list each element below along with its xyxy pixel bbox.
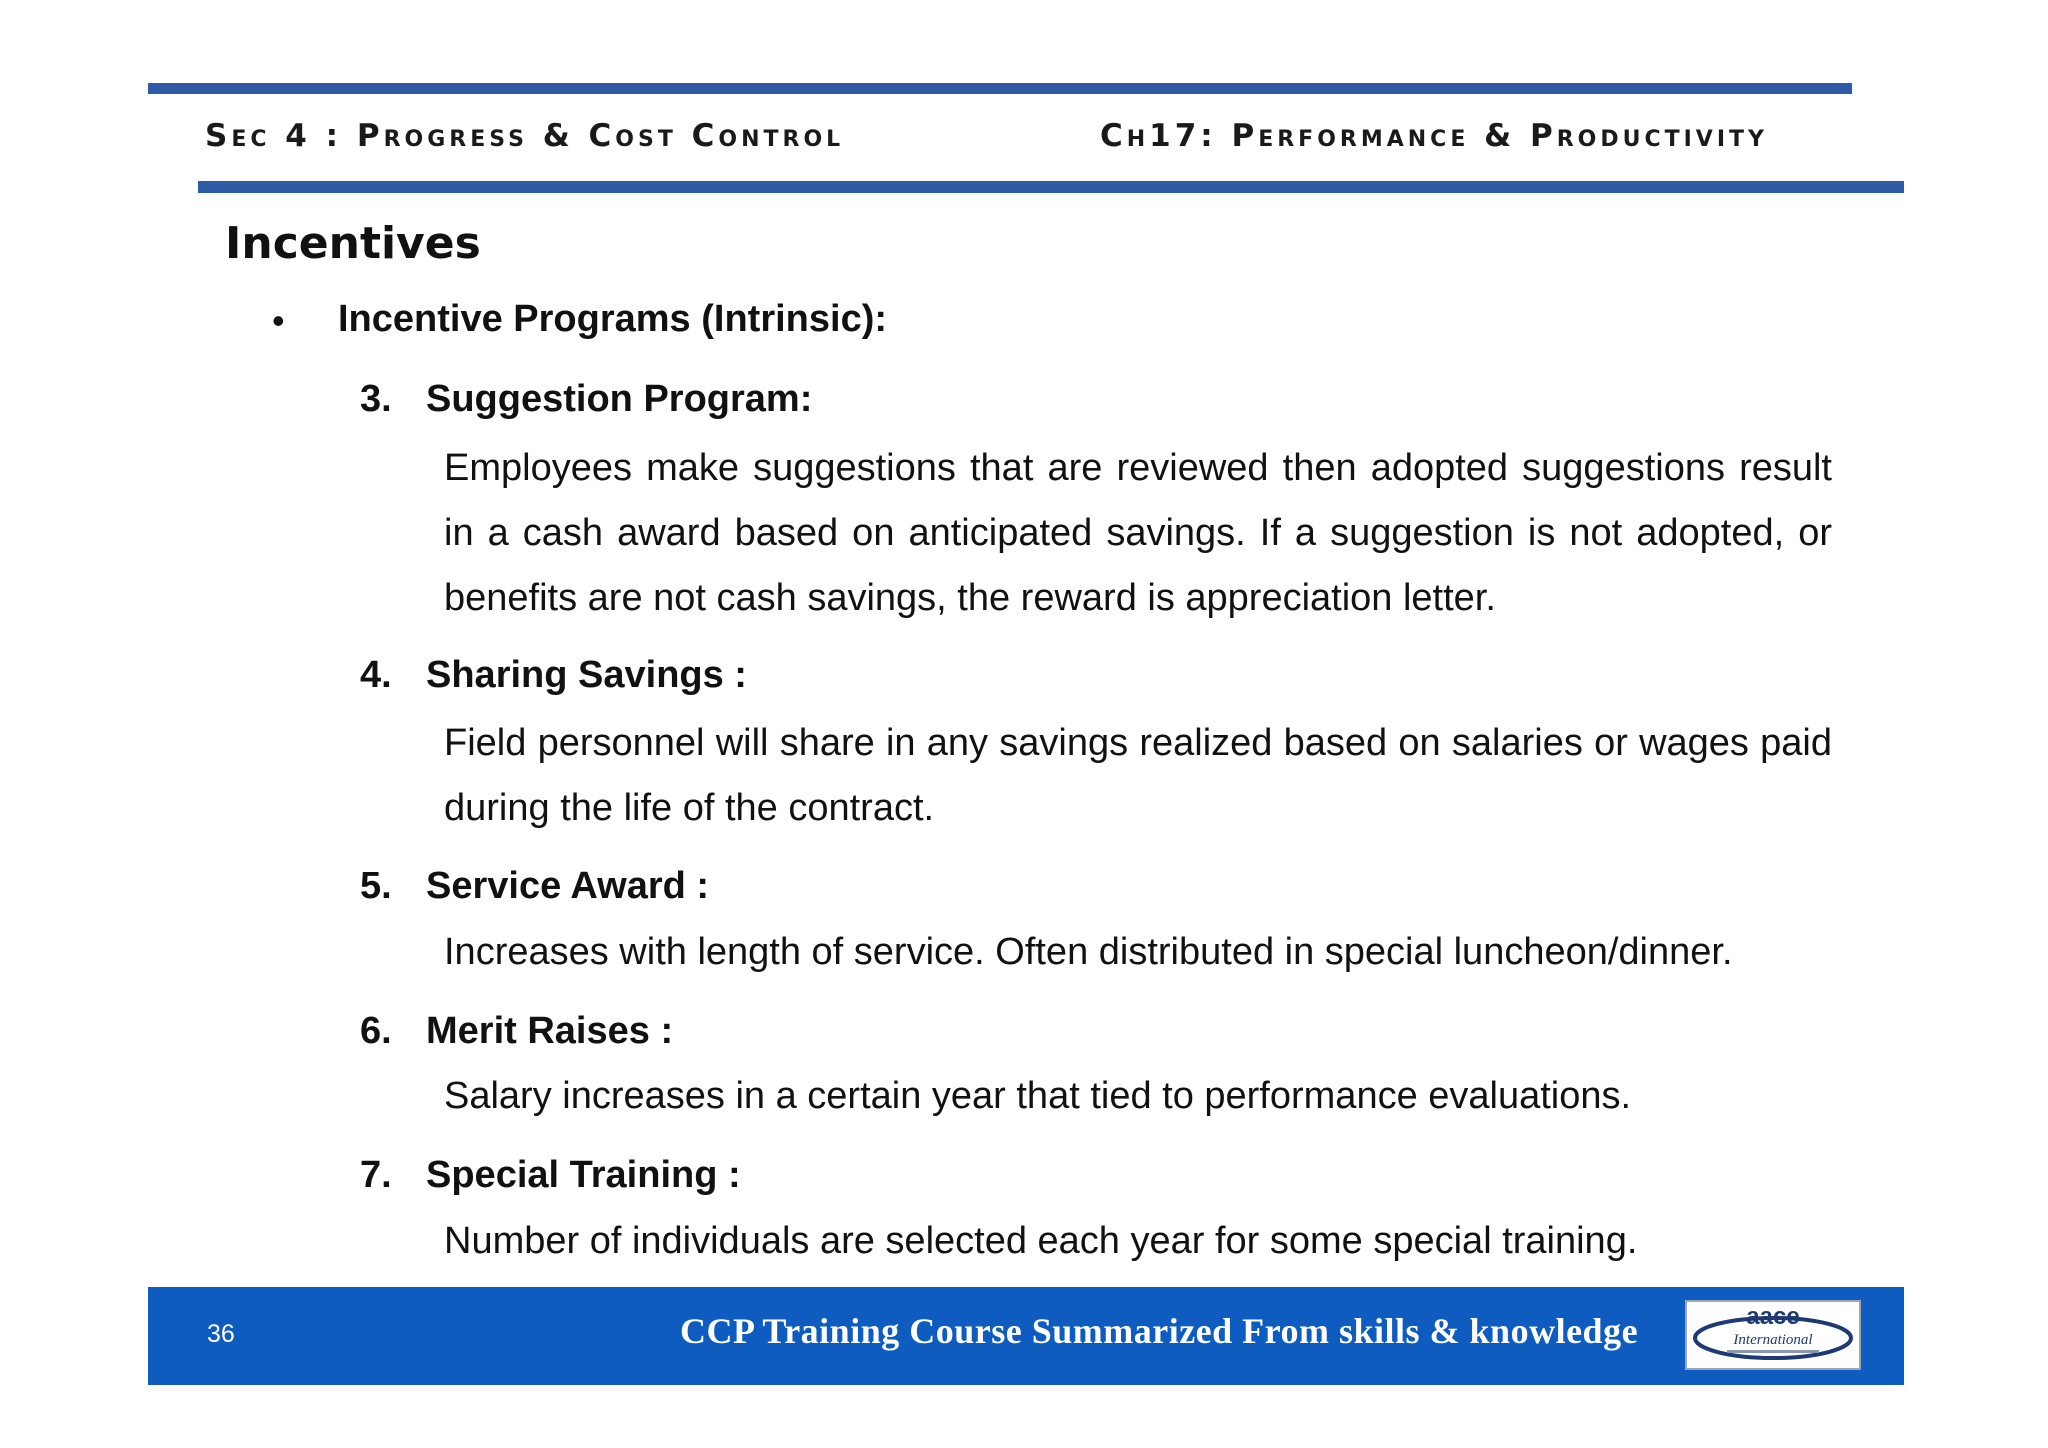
list-item-body: Increases with length of service. Often distributed in special luncheon/dinner.	[444, 931, 1733, 973]
list-item-body: Number of individuals are selected each year for some special training.	[444, 1220, 1638, 1262]
bullet-heading: Incentive Programs (Intrinsic):	[338, 298, 888, 340]
list-item-body: Field personnel will share in any savings realized based on salaries or wages paid during the life of the contract.	[444, 722, 1832, 829]
bullet-dot: •	[272, 300, 285, 341]
header-bottom-rule	[198, 181, 1904, 193]
list-item-number: 7.	[360, 1154, 392, 1196]
svg-text:International: International	[1733, 1332, 1813, 1348]
chapter-label: Ch17: Performance & Productivity	[1100, 118, 1768, 154]
list-item-heading	[360, 654, 747, 697]
page-number: 36	[207, 1320, 235, 1348]
header-top-rule	[148, 83, 1852, 94]
list-item-heading	[360, 378, 812, 421]
footer-caption: CCP Training Course Summarized From skills & knowledge	[680, 1311, 1639, 1351]
list-item-heading	[360, 1154, 741, 1197]
list-item-heading	[360, 865, 709, 908]
list-item-title: Service Award :	[426, 865, 710, 907]
aace-logo	[1685, 1300, 1861, 1370]
list-item-number: 3.	[360, 378, 392, 420]
list-item-title: Sharing Savings :	[426, 654, 747, 696]
list-item-body: Salary increases in a certain year that tied to performance evaluations.	[444, 1075, 1632, 1117]
list-item-body: Employees make suggestions that are reviewed then adopted suggestions result in a cash award based on anticipated savings. If a suggestion is not adopted, or benefits are not cash savings, the reward is appreciation letter.	[444, 447, 1832, 619]
list-item-number: 4.	[360, 654, 392, 696]
list-item-title: Suggestion Program:	[426, 378, 813, 420]
list-item-number: 5.	[360, 865, 392, 907]
list-item-title: Merit Raises :	[426, 1010, 674, 1052]
section-label: Sec 4 : Progress & Cost Control	[205, 118, 845, 154]
svg-text:aace: aace	[1746, 1303, 1800, 1330]
slide-title: Incentives	[225, 218, 481, 269]
aace-logo-icon	[1687, 1302, 1859, 1368]
list-item-heading	[360, 1010, 673, 1053]
list-item-number: 6.	[360, 1010, 392, 1052]
list-item-title: Special Training :	[426, 1154, 741, 1196]
